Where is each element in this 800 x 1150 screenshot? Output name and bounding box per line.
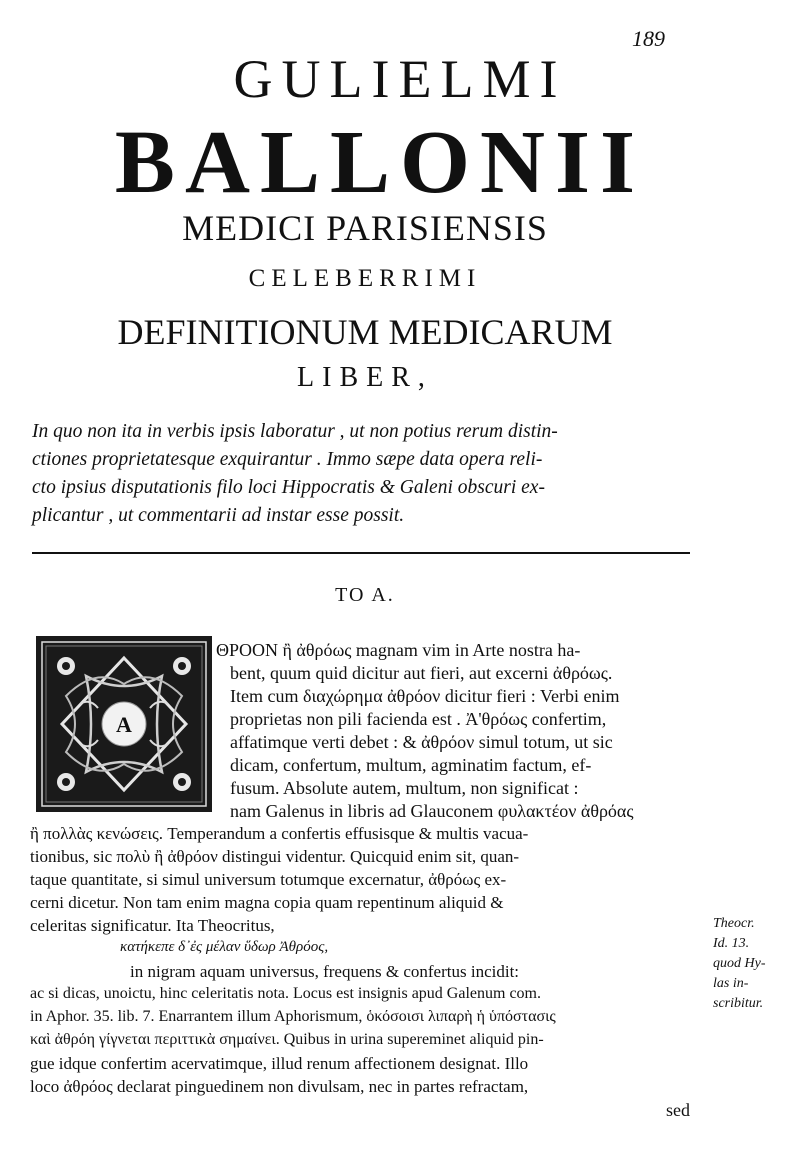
text-line: in Aphor. 35. lib. 7. Enarrantem illum Aphorismum, ὁκόσοισι λιπαρὴ ἡ ὑπόστασις — [30, 1008, 556, 1025]
text-line: gue idque confertim acervatimque, illud renum affectionem designat. Illo — [30, 1054, 529, 1073]
text-line: fusum. Absolute autem, multum, non significat : — [230, 778, 579, 798]
margin-note — [713, 914, 793, 1014]
text-line: taque quantitate, si simul universum totumque excernatur, ἀθρόως ex- — [30, 870, 507, 889]
text-line: celeritas significatur. Ita Theocritus, — [30, 916, 275, 935]
text-line: ἢ πολλὰς κενώσεις. Temperandum a confertis effusisque & multis vacua- — [30, 824, 529, 843]
title-author-surname: BALLONII — [114, 113, 646, 212]
subtitle-line: In quo non ita in verbis ipsis laboratur , ut non potius rerum distin- — [32, 421, 558, 442]
text-line: bent, quum quid dicitur aut fieri, aut excerni ἀθρόως. — [230, 663, 613, 683]
text-line: καὶ ἀθρόη γίγνεται περιττικὰ σημαίνει. Quibus in urina supereminet aliquid pin- — [30, 1031, 544, 1048]
margin-note-line: Theocr. — [713, 916, 755, 931]
text-line: nam Galenus in libris ad Glauconem φυλακτέον ἀθρόας — [230, 801, 634, 821]
title-author-description: MEDICI PARISIENSIS — [182, 208, 548, 248]
text-line: Item cum διαχώρημα ἀθρόον dicitur fieri : Verbi enim — [230, 686, 620, 706]
decorated-initial — [36, 636, 212, 812]
margin-note-line: scribitur. — [713, 996, 764, 1011]
subtitle-line: ctiones proprietatesque exquirantur . Immo sæpe data opera reli- — [32, 449, 543, 470]
text-line: ac si dicas, unoictu, hinc celeritatis nota. Locus est insignis apud Galenum com. — [30, 985, 541, 1002]
title-epithet: CELEBERRIMI — [248, 265, 482, 292]
text-line: ΘΡΟΟΝ ἢ ἀθρόως magnam vim in Arte nostra ha- — [216, 640, 581, 660]
ornament-icon — [36, 636, 212, 812]
catchword: sed — [666, 1100, 690, 1120]
title-work: DEFINITIONUM MEDICARUM — [117, 312, 613, 352]
title-liber: LIBER, — [297, 362, 433, 393]
text-line: κατήκεπε δ᾽ἐς μέλαν ὕδωρ Ἀθρόος, — [120, 939, 329, 955]
margin-note-line: las in- — [713, 976, 749, 991]
text-line: cerni dicetur. Non tam enim magna copia quam repentinum aliquid & — [30, 893, 504, 912]
text-line: tionibus, sic πολὺ ἢ ἀθρόον distingui videntur. Quicquid enim sit, quan- — [30, 847, 520, 866]
text-line: affatimque verti debet : & ἀθρόον simul totum, ut sic — [230, 732, 613, 752]
margin-note-line: Id. 13. — [713, 936, 750, 951]
text-line: in nigram aquam universus, frequens & confertus incidit: — [130, 962, 520, 981]
text-line: dicam, confertum, multum, agminatim factum, ef- — [230, 755, 592, 775]
initial-letter: A — [116, 712, 132, 737]
horizontal-rule — [32, 552, 690, 554]
title-author-forename: GULIELMI — [233, 49, 567, 109]
page-number: 189 — [632, 26, 665, 51]
subtitle-line: cto ipsius disputationis filo loci Hippocratis & Galeni obscuri ex- — [32, 477, 545, 498]
text-line: proprietas non pili facienda est . Ἀ'θρόως confertim, — [230, 709, 607, 729]
subtitle — [32, 418, 698, 530]
text-line: loco ἀθρόος declarat pinguedinem non divulsam, nec in partes refractam, — [30, 1077, 529, 1096]
margin-note-line: quod Hy- — [713, 956, 766, 971]
subtitle-line: plicantur , ut commentarii ad instar esse possit. — [32, 505, 405, 526]
section-heading: TO A. — [335, 584, 395, 606]
